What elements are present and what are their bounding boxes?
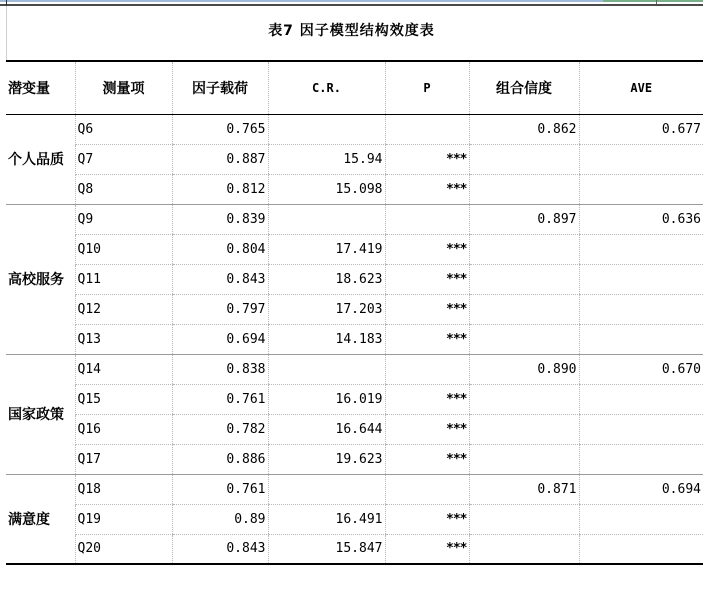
measure-item-cell: Q19 <box>75 504 172 534</box>
table-row <box>6 414 703 444</box>
cr-cell <box>268 204 385 234</box>
table-row <box>6 114 703 144</box>
table-row <box>6 294 703 324</box>
ribbon-strip-blue <box>0 0 603 2</box>
latent-variable-cell: 个人品质 <box>6 114 75 204</box>
ave-cell: 0.670 <box>579 354 703 384</box>
factor-loading-cell: 0.839 <box>172 204 268 234</box>
factor-loading-cell: 0.765 <box>172 114 268 144</box>
measure-item-cell: Q20 <box>75 534 172 564</box>
table-row <box>6 474 703 504</box>
factor-loading-cell: 0.843 <box>172 534 268 564</box>
table-row <box>6 204 703 234</box>
ave-cell <box>579 534 703 564</box>
cr-cell: 18.623 <box>268 264 385 294</box>
measure-item-cell: Q11 <box>75 264 172 294</box>
cr-cell: 16.019 <box>268 384 385 414</box>
factor-loading-cell: 0.761 <box>172 384 268 414</box>
ave-cell <box>579 294 703 324</box>
table-title: 表7 因子模型结构效度表 <box>268 23 435 39</box>
p-value-cell <box>385 114 469 144</box>
ave-cell <box>579 264 703 294</box>
table-row <box>6 144 703 174</box>
factor-loading-cell: 0.761 <box>172 474 268 504</box>
composite-reliability-cell: 0.897 <box>469 204 579 234</box>
measure-item-cell: Q6 <box>75 114 172 144</box>
cr-cell <box>268 114 385 144</box>
measure-item-cell: Q8 <box>75 174 172 204</box>
composite-reliability-cell <box>469 174 579 204</box>
factor-loading-cell: 0.838 <box>172 354 268 384</box>
p-value-cell <box>385 354 469 384</box>
table-row <box>6 534 703 564</box>
cr-cell <box>268 354 385 384</box>
composite-reliability-cell <box>469 294 579 324</box>
factor-loading-cell: 0.804 <box>172 234 268 264</box>
p-value-cell <box>385 474 469 504</box>
header-factor-loading: 因子载荷 <box>172 61 268 114</box>
composite-reliability-cell <box>469 414 579 444</box>
ribbon-strip-green <box>603 0 703 2</box>
table-row <box>6 234 703 264</box>
table-header <box>6 61 703 114</box>
ave-cell: 0.677 <box>579 114 703 144</box>
cr-cell: 17.419 <box>268 234 385 264</box>
cr-cell <box>268 474 385 504</box>
header-p: P <box>385 61 469 114</box>
factor-loading-cell: 0.843 <box>172 264 268 294</box>
cr-cell: 19.623 <box>268 444 385 474</box>
composite-reliability-cell <box>469 534 579 564</box>
composite-reliability-cell <box>469 324 579 354</box>
measure-item-cell: Q16 <box>75 414 172 444</box>
ave-cell: 0.694 <box>579 474 703 504</box>
p-value-cell: *** <box>385 444 469 474</box>
header-ave: AVE <box>579 61 703 114</box>
p-value-cell: *** <box>385 294 469 324</box>
composite-reliability-cell <box>469 264 579 294</box>
p-value-cell: *** <box>385 534 469 564</box>
composite-reliability-cell: 0.871 <box>469 474 579 504</box>
table-row <box>6 384 703 414</box>
measure-item-cell: Q17 <box>75 444 172 474</box>
top-rule <box>0 4 703 6</box>
table-body <box>6 114 703 564</box>
composite-reliability-cell: 0.862 <box>469 114 579 144</box>
ave-cell <box>579 144 703 174</box>
margin-marker-right <box>656 0 657 4</box>
table-row <box>6 324 703 354</box>
table-row <box>6 504 703 534</box>
window-top-border <box>0 0 703 7</box>
header-row <box>6 61 703 114</box>
ave-cell <box>579 324 703 354</box>
p-value-cell <box>385 204 469 234</box>
measure-item-cell: Q13 <box>75 324 172 354</box>
cr-cell: 15.94 <box>268 144 385 174</box>
table-row <box>6 264 703 294</box>
composite-reliability-cell: 0.890 <box>469 354 579 384</box>
structural-validity-table <box>6 60 703 565</box>
measure-item-cell: Q7 <box>75 144 172 174</box>
header-composite-reliability: 组合信度 <box>469 61 579 114</box>
cr-cell: 15.098 <box>268 174 385 204</box>
p-value-cell: *** <box>385 174 469 204</box>
composite-reliability-cell <box>469 144 579 174</box>
composite-reliability-cell <box>469 384 579 414</box>
header-latent-variable: 潜变量 <box>6 61 75 114</box>
factor-loading-cell: 0.887 <box>172 144 268 174</box>
p-value-cell: *** <box>385 504 469 534</box>
factor-loading-cell: 0.797 <box>172 294 268 324</box>
ave-cell <box>579 384 703 414</box>
cr-cell: 15.847 <box>268 534 385 564</box>
ave-cell <box>579 234 703 264</box>
ave-cell: 0.636 <box>579 204 703 234</box>
measure-item-cell: Q10 <box>75 234 172 264</box>
table-row <box>6 444 703 474</box>
measure-item-cell: Q14 <box>75 354 172 384</box>
ave-cell <box>579 174 703 204</box>
ave-cell <box>579 504 703 534</box>
measure-item-cell: Q15 <box>75 384 172 414</box>
cr-cell: 14.183 <box>268 324 385 354</box>
latent-variable-cell: 满意度 <box>6 474 75 564</box>
composite-reliability-cell <box>469 444 579 474</box>
measure-item-cell: Q9 <box>75 204 172 234</box>
p-value-cell: *** <box>385 324 469 354</box>
ave-cell <box>579 444 703 474</box>
p-value-cell: *** <box>385 144 469 174</box>
latent-variable-cell: 高校服务 <box>6 204 75 354</box>
factor-loading-cell: 0.886 <box>172 444 268 474</box>
composite-reliability-cell <box>469 504 579 534</box>
header-measure-item: 测量项 <box>75 61 172 114</box>
table-row <box>6 354 703 384</box>
factor-loading-cell: 0.694 <box>172 324 268 354</box>
factor-loading-cell: 0.782 <box>172 414 268 444</box>
header-cr: C.R. <box>268 61 385 114</box>
cr-cell: 17.203 <box>268 294 385 324</box>
p-value-cell: *** <box>385 234 469 264</box>
factor-loading-cell: 0.89 <box>172 504 268 534</box>
measure-item-cell: Q18 <box>75 474 172 504</box>
cr-cell: 16.644 <box>268 414 385 444</box>
p-value-cell: *** <box>385 414 469 444</box>
p-value-cell: *** <box>385 264 469 294</box>
composite-reliability-cell <box>469 234 579 264</box>
factor-loading-cell: 0.812 <box>172 174 268 204</box>
measure-item-cell: Q12 <box>75 294 172 324</box>
latent-variable-cell: 国家政策 <box>6 354 75 474</box>
ave-cell <box>579 414 703 444</box>
cr-cell: 16.491 <box>268 504 385 534</box>
table-row <box>6 174 703 204</box>
p-value-cell: *** <box>385 384 469 414</box>
